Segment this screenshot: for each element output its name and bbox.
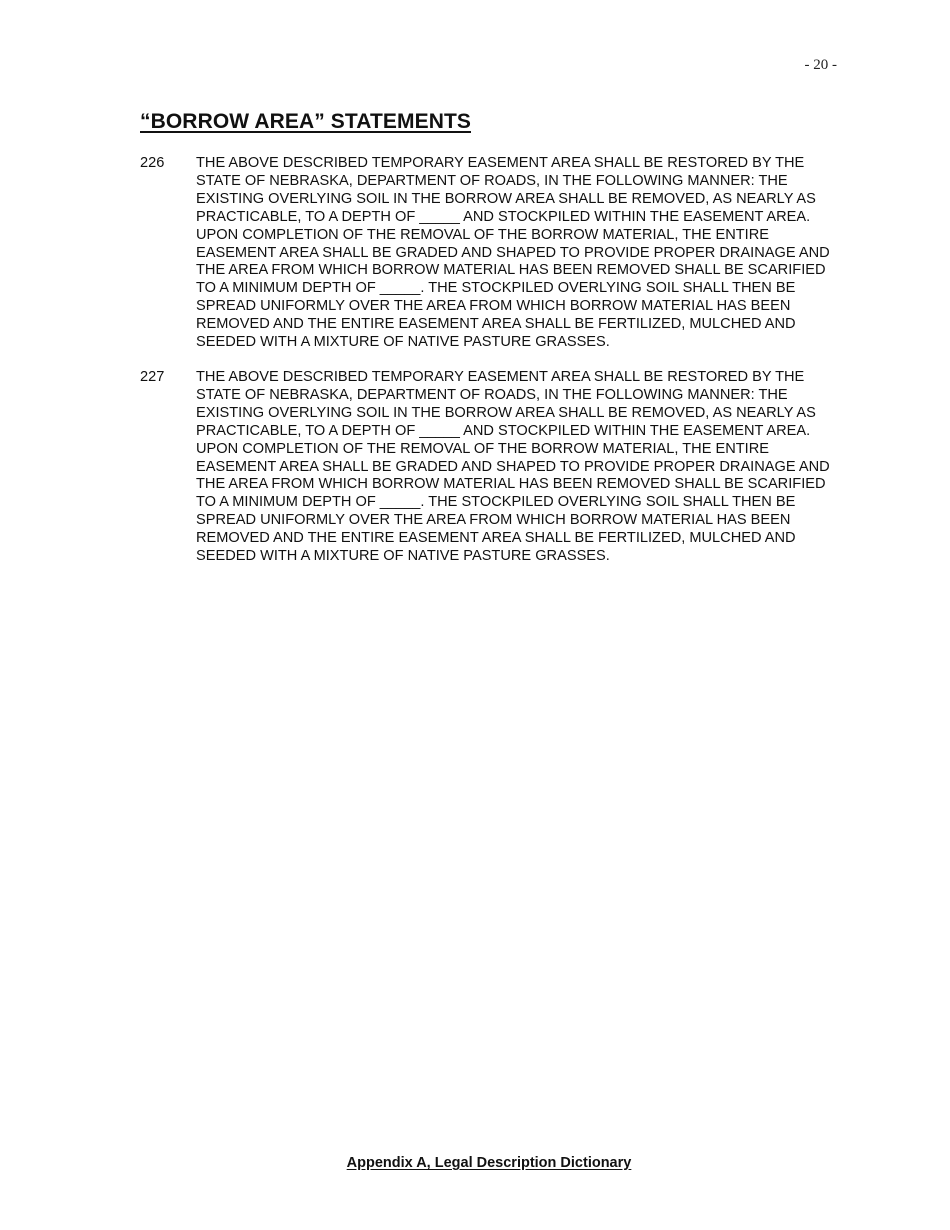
page-number: - 20 - [804, 57, 837, 73]
footer-title: Appendix A, Legal Description Dictionary [346, 1155, 632, 1171]
section-heading: “BORROW AREA” STATEMENTS [140, 110, 471, 133]
statement-number: 227 [140, 368, 165, 385]
statement-number: 226 [140, 155, 165, 171]
statement-item [140, 369, 840, 566]
statement-list [140, 155, 840, 583]
statement-item [140, 155, 840, 352]
statement-text: THE ABOVE DESCRIBED TEMPORARY EASEMENT AREA SHALL BE RESTORED BY THE STATE OF NEBRASKA, DEPARTMENT OF ROADS, IN THE FOLLOWING MANNER: THE EXISTING OVERLYING SOIL IN THE BORROW AREA SHALL BE REMOVED, AS NEARLY AS PRACTICABLE, TO A DEPTH OF _____ AND STOCKPILED WITHIN THE EASEMENT AREA. UPON COMPLETION OF THE REMOVAL OF THE BORROW MATERIAL, THE ENTIRE EASEMENT AREA SHALL BE GRADED AND SHAPED TO PROVIDE PROPER DRAINAGE AND THE AREA FROM WHICH BORROW MATERIAL HAS BEEN REMOVED SHALL BE SCARIFIED TO A MINIMUM DEPTH OF _____. THE STOCKPILED OVERLYING SOIL SHALL THEN BE SPREAD UNIFORMLY OVER THE AREA FROM WHICH BORROW MATERIAL HAS BEEN REMOVED AND THE ENTIRE EASEMENT AREA SHALL BE FERTILIZED, MULCHED AND SEEDED WITH A MIXTURE OF NATIVE PASTURE GRASSES. [196, 155, 830, 351]
statement-text: THE ABOVE DESCRIBED TEMPORARY EASEMENT AREA SHALL BE RESTORED BY THE STATE OF NEBRASKA, DEPARTMENT OF ROADS, IN THE FOLLOWING MANNER: THE EXISTING OVERLYING SOIL IN THE BORROW AREA SHALL BE REMOVED, AS NEARLY AS PRACTICABLE, TO A DEPTH OF _____ AND STOCKPILED WITHIN THE EASEMENT AREA. UPON COMPLETION OF THE REMOVAL OF THE BORROW MATERIAL, THE ENTIRE EASEMENT AREA SHALL BE GRADED AND SHAPED TO PROVIDE PROPER DRAINAGE AND THE AREA FROM WHICH BORROW MATERIAL HAS BEEN REMOVED SHALL BE SCARIFIED TO A MINIMUM DEPTH OF _____. THE STOCKPILED OVERLYING SOIL SHALL THEN BE SPREAD UNIFORMLY OVER THE AREA FROM WHICH BORROW MATERIAL HAS BEEN REMOVED AND THE ENTIRE EASEMENT AREA SHALL BE FERTILIZED, MULCHED AND SEEDED WITH A MIXTURE OF NATIVE PASTURE GRASSES. [196, 368, 830, 565]
